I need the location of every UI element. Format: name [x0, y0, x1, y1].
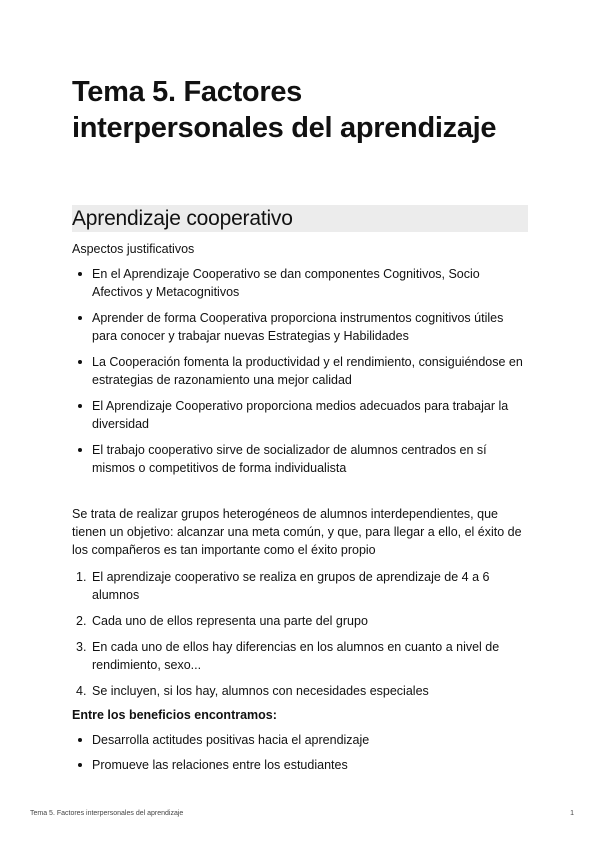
subtitle: Aspectos justificativos	[72, 242, 195, 256]
list-item: En el Aprendizaje Cooperativo se dan componentes Cognitivos, Socio Afectivos y Metacognitivos	[72, 265, 528, 301]
list-item: Desarrolla actitudes positivas hacia el aprendizaje	[72, 731, 528, 749]
intro-paragraph: Se trata de realizar grupos heterogéneos de alumnos interdependientes, que tienen un objetivo: alcanzar una meta común, y que, para llegar a ello, el éxito de los compañeros es tan importante como el éxito propio	[72, 507, 522, 557]
bullet-icon	[78, 763, 82, 767]
list-item: El Aprendizaje Cooperativo proporciona medios adecuados para trabajar la diversidad	[72, 397, 528, 433]
list-item: 4. Se incluyen, si los hay, alumnos con necesidades especiales	[76, 684, 429, 698]
footer-title: Tema 5. Factores interpersonales del aprendizaje	[30, 810, 184, 817]
list-item: 1. El aprendizaje cooperativo se realiza en grupos de aprendizaje de 4 a 6 alumnos	[76, 570, 490, 602]
section-heading: Aprendizaje cooperativo	[72, 205, 528, 232]
list-item: 3. En cada uno de ellos hay diferencias en los alumnos en cuanto a nivel de rendimiento, sexo...	[76, 640, 500, 672]
bullet-icon	[78, 404, 82, 408]
page-title: Tema 5. Factores interpersonales del aprendizaje	[72, 76, 497, 144]
bullet-icon	[78, 272, 82, 276]
justifications-list	[72, 265, 528, 485]
numbered-list	[72, 568, 528, 708]
list-item: Aprender de forma Cooperativa proporciona instrumentos cognitivos útiles para conocer y trabajar nuevas Estrategias y Habilidades	[72, 309, 528, 345]
benefits-list	[72, 731, 528, 781]
benefits-label: Entre los beneficios encontramos:	[72, 708, 277, 722]
bullet-icon	[78, 448, 82, 452]
list-item: La Cooperación fomenta la productividad y el rendimiento, consiguiéndose en estrategias de razonamiento una mejor calidad	[72, 353, 528, 389]
bullet-icon	[78, 738, 82, 742]
list-item: 2. Cada uno de ellos representa una parte del grupo	[76, 614, 368, 628]
page-footer	[30, 810, 574, 817]
list-item: Promueve las relaciones entre los estudiantes	[72, 756, 528, 774]
bullet-icon	[78, 360, 82, 364]
list-item: El trabajo cooperativo sirve de socializador de alumnos centrados en sí mismos o competitivos de forma individualista	[72, 441, 528, 477]
page-number: 1	[570, 810, 574, 817]
bullet-icon	[78, 316, 82, 320]
